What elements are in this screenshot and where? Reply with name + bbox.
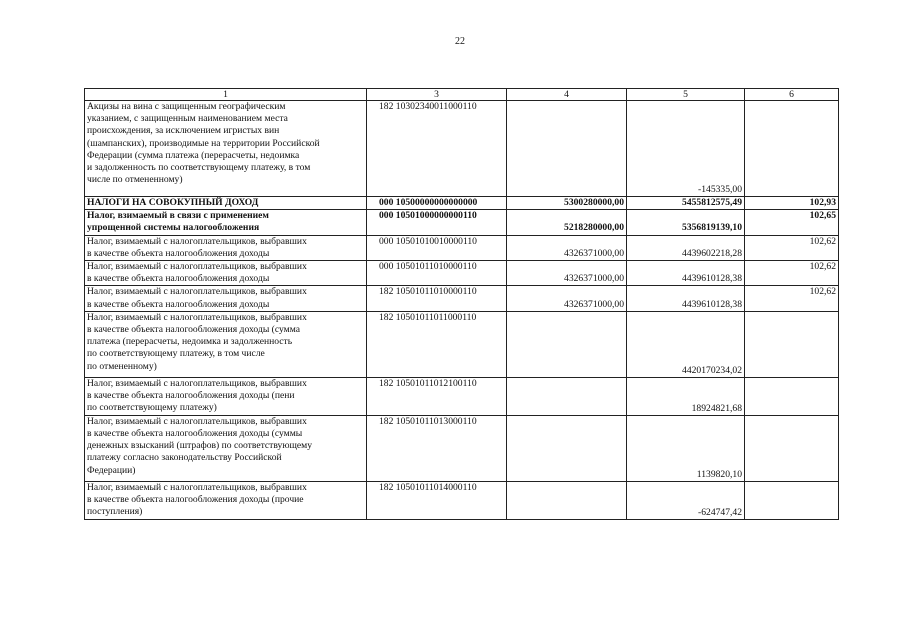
row-name-cell: Налог, взимаемый с налогоплательщиков, выбравших в качестве объекта налогообложения доходы (сумма платежа (перерасчеты, недоимка и задолженность по соответствующему платежу, в том числе по отмененному) bbox=[85, 311, 367, 377]
budget-code-cell: 182 10501011013000110 bbox=[367, 415, 507, 481]
budget-code-cell: 182 10501011012100110 bbox=[367, 377, 507, 415]
plan-amount-cell bbox=[507, 481, 627, 519]
table-row bbox=[85, 311, 839, 377]
table-row bbox=[85, 101, 839, 197]
budget-code-cell: 000 10501010010000110 bbox=[367, 235, 507, 260]
row-name-cell: Акцизы на вина с защищенным географическим указанием, с защищенным наименованием места происхождения, за исключением игристых вин (шампанских), производимые на территории Российской Федерации (сумма платежа (перерасчеты, недоимка и задолженность по соответствующему платежу, в том числе по отмененному) bbox=[85, 101, 367, 197]
percent-cell bbox=[745, 377, 839, 415]
fact-amount-cell: -145335,00 bbox=[627, 101, 745, 197]
column-header: 3 bbox=[367, 89, 507, 101]
fact-amount-cell: 4420170234,02 bbox=[627, 311, 745, 377]
fact-amount-cell: 5356819139,10 bbox=[627, 210, 745, 235]
row-name-cell: Налог, взимаемый с налогоплательщиков, выбравших в качестве объекта налогообложения доходы (прочие поступления) bbox=[85, 481, 367, 519]
percent-cell: 102,93 bbox=[745, 197, 839, 210]
budget-code-cell: 182 10501011010000110 bbox=[367, 286, 507, 311]
column-header: 1 bbox=[85, 89, 367, 101]
table-row bbox=[85, 210, 839, 235]
budget-code-cell: 000 10500000000000000 bbox=[367, 197, 507, 210]
plan-amount-cell: 4326371000,00 bbox=[507, 235, 627, 260]
fact-amount-cell: -624747,42 bbox=[627, 481, 745, 519]
table-row bbox=[85, 286, 839, 311]
row-name-cell: Налог, взимаемый в связи с применением упрощенной системы налогообложения bbox=[85, 210, 367, 235]
budget-table bbox=[84, 88, 839, 520]
budget-code-cell: 182 10501011014000110 bbox=[367, 481, 507, 519]
table-row bbox=[85, 261, 839, 286]
budget-code-cell: 182 10501011011000110 bbox=[367, 311, 507, 377]
plan-amount-cell bbox=[507, 101, 627, 197]
page-number: 22 bbox=[455, 36, 465, 47]
row-name-cell: Налог, взимаемый с налогоплательщиков, выбравших в качестве объекта налогообложения доходы bbox=[85, 235, 367, 260]
plan-amount-cell bbox=[507, 377, 627, 415]
fact-amount-cell: 18924821,68 bbox=[627, 377, 745, 415]
column-header: 5 bbox=[627, 89, 745, 101]
fact-amount-cell: 1139820,10 bbox=[627, 415, 745, 481]
table-row bbox=[85, 235, 839, 260]
budget-code-cell: 000 10501000000000110 bbox=[367, 210, 507, 235]
row-name-cell: Налог, взимаемый с налогоплательщиков, выбравших в качестве объекта налогообложения доходы bbox=[85, 261, 367, 286]
table-row bbox=[85, 481, 839, 519]
percent-cell bbox=[745, 415, 839, 481]
plan-amount-cell: 5300280000,00 bbox=[507, 197, 627, 210]
plan-amount-cell bbox=[507, 415, 627, 481]
plan-amount-cell bbox=[507, 311, 627, 377]
header-row bbox=[85, 89, 839, 101]
fact-amount-cell: 4439610128,38 bbox=[627, 286, 745, 311]
table-row bbox=[85, 377, 839, 415]
column-header: 4 bbox=[507, 89, 627, 101]
percent-cell: 102,62 bbox=[745, 235, 839, 260]
column-header: 6 bbox=[745, 89, 839, 101]
percent-cell bbox=[745, 101, 839, 197]
row-name-cell: НАЛОГИ НА СОВОКУПНЫЙ ДОХОД bbox=[85, 197, 367, 210]
percent-cell: 102,62 bbox=[745, 286, 839, 311]
percent-cell bbox=[745, 481, 839, 519]
table-row bbox=[85, 197, 839, 210]
row-name-cell: Налог, взимаемый с налогоплательщиков, выбравших в качестве объекта налогообложения доходы bbox=[85, 286, 367, 311]
percent-cell bbox=[745, 311, 839, 377]
fact-amount-cell: 4439602218,28 bbox=[627, 235, 745, 260]
percent-cell: 102,62 bbox=[745, 261, 839, 286]
fact-amount-cell: 5455812575,49 bbox=[627, 197, 745, 210]
row-name-cell: Налог, взимаемый с налогоплательщиков, выбравших в качестве объекта налогообложения доходы (пени по соответствующему платежу) bbox=[85, 377, 367, 415]
plan-amount-cell: 4326371000,00 bbox=[507, 261, 627, 286]
plan-amount-cell: 5218280000,00 bbox=[507, 210, 627, 235]
row-name-cell: Налог, взимаемый с налогоплательщиков, выбравших в качестве объекта налогообложения доходы (суммы денежных взысканий (штрафов) по соответствующему платежу согласно законодательству Российской Федерации) bbox=[85, 415, 367, 481]
plan-amount-cell: 4326371000,00 bbox=[507, 286, 627, 311]
fact-amount-cell: 4439610128,38 bbox=[627, 261, 745, 286]
budget-code-cell: 000 10501011010000110 bbox=[367, 261, 507, 286]
budget-code-cell: 182 10302340011000110 bbox=[367, 101, 507, 197]
table-row bbox=[85, 415, 839, 481]
percent-cell: 102,65 bbox=[745, 210, 839, 235]
